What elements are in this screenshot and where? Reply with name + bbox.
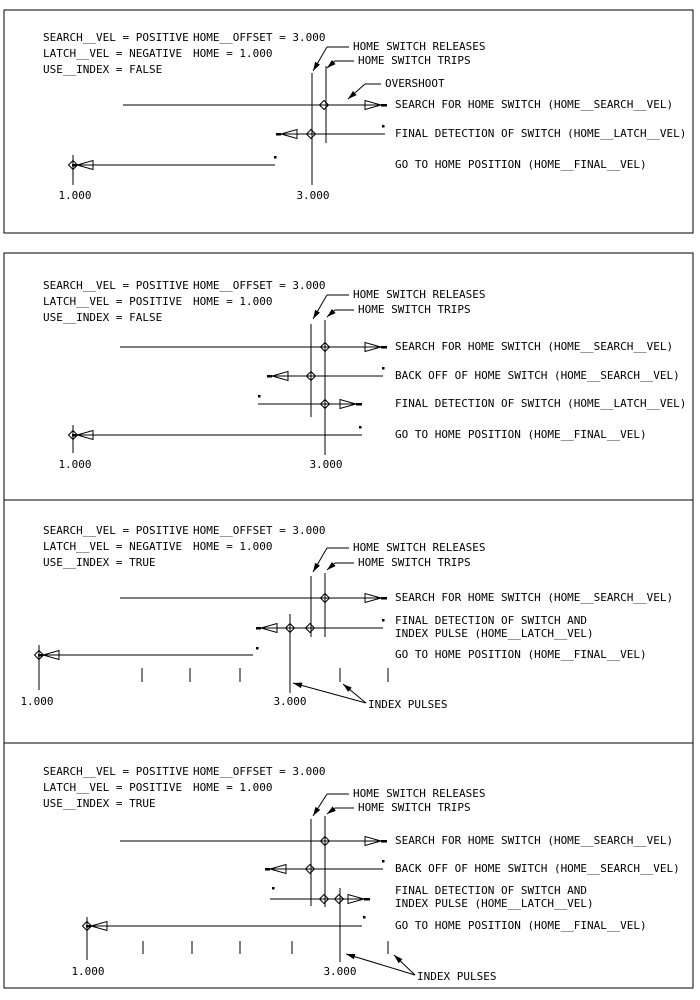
move-label: SEARCH FOR HOME SWITCH (HOME__SEARCH__VEL) xyxy=(395,591,674,604)
leader-arrowhead-icon xyxy=(327,806,336,814)
position-label: 1.000 xyxy=(58,189,92,202)
move-label: FINAL DETECTION OF SWITCH AND xyxy=(395,884,588,897)
leader-arrowhead-icon xyxy=(313,563,320,572)
param-text: USE__INDEX = FALSE xyxy=(43,63,163,76)
move-label: BACK OFF OF HOME SWITCH (HOME__SEARCH__VEL) xyxy=(395,862,680,875)
move-label: GO TO HOME POSITION (HOME__FINAL__VEL) xyxy=(395,648,647,661)
move-start-dot xyxy=(382,125,385,128)
param-text: LATCH__VEL = POSITIVE xyxy=(43,781,183,794)
move-start-dot xyxy=(272,887,275,890)
move-label: FINAL DETECTION OF SWITCH (HOME__LATCH__VEL) xyxy=(395,127,687,140)
position-label: 3.000 xyxy=(273,695,307,708)
move-start-dot xyxy=(258,395,261,398)
param-text: SEARCH__VEL = POSITIVE xyxy=(43,765,189,778)
position-label: 1.000 xyxy=(58,458,92,471)
move-start-dot xyxy=(274,156,277,159)
param-text: SEARCH__VEL = POSITIVE xyxy=(43,31,189,44)
callout-label: HOME SWITCH RELEASES xyxy=(353,40,486,53)
leader-arrowhead-icon xyxy=(313,310,320,319)
move-label: BACK OFF OF HOME SWITCH (HOME__SEARCH__VEL) xyxy=(395,369,680,382)
move-start-dot xyxy=(363,916,366,919)
param-text: HOME = 1.000 xyxy=(193,295,273,308)
move-label: SEARCH FOR HOME SWITCH (HOME__SEARCH__VEL) xyxy=(395,834,674,847)
leader-arrowhead-icon xyxy=(293,683,302,688)
position-label: 3.000 xyxy=(323,965,357,978)
callout-label: HOME SWITCH TRIPS xyxy=(358,556,471,569)
param-text: HOME = 1.000 xyxy=(193,47,273,60)
callout-label: HOME SWITCH RELEASES xyxy=(353,288,486,301)
param-text: HOME__OFFSET = 3.000 xyxy=(193,765,326,778)
param-text: HOME__OFFSET = 3.000 xyxy=(193,279,326,292)
move-start-dot xyxy=(359,426,362,429)
callout-label: HOME SWITCH TRIPS xyxy=(358,801,471,814)
param-text: LATCH__VEL = NEGATIVE xyxy=(43,47,183,60)
callout-label: OVERSHOOT xyxy=(385,77,445,90)
leader-arrowhead-icon xyxy=(313,807,320,816)
leader-arrowhead-icon xyxy=(346,954,355,959)
param-text: USE__INDEX = TRUE xyxy=(43,556,156,569)
param-text: LATCH__VEL = NEGATIVE xyxy=(43,540,183,553)
move-start-dot xyxy=(382,367,385,370)
callout-label: HOME SWITCH RELEASES xyxy=(353,541,486,554)
move-label: SEARCH FOR HOME SWITCH (HOME__SEARCH__VEL) xyxy=(395,340,674,353)
move-label: GO TO HOME POSITION (HOME__FINAL__VEL) xyxy=(395,428,647,441)
param-text: HOME = 1.000 xyxy=(193,781,273,794)
callout-label: HOME SWITCH TRIPS xyxy=(358,54,471,67)
callout-label: HOME SWITCH RELEASES xyxy=(353,787,486,800)
param-text: USE__INDEX = FALSE xyxy=(43,311,163,324)
param-text: USE__INDEX = TRUE xyxy=(43,797,156,810)
move-label: GO TO HOME POSITION (HOME__FINAL__VEL) xyxy=(395,158,647,171)
param-text: LATCH__VEL = POSITIVE xyxy=(43,295,183,308)
move-label: GO TO HOME POSITION (HOME__FINAL__VEL) xyxy=(395,919,647,932)
move-start-dot xyxy=(382,860,385,863)
move-label: INDEX PULSE (HOME__LATCH__VEL) xyxy=(395,627,594,640)
move-label: INDEX PULSE (HOME__LATCH__VEL) xyxy=(395,897,594,910)
move-label: FINAL DETECTION OF SWITCH (HOME__LATCH__VEL) xyxy=(395,397,687,410)
leader-arrowhead-icon xyxy=(313,62,320,71)
param-text: HOME__OFFSET = 3.000 xyxy=(193,31,326,44)
move-start-dot xyxy=(382,619,385,622)
param-text: HOME = 1.000 xyxy=(193,540,273,553)
position-label: 3.000 xyxy=(296,189,330,202)
move-label: FINAL DETECTION OF SWITCH AND xyxy=(395,614,588,627)
param-text: SEARCH__VEL = POSITIVE xyxy=(43,524,189,537)
position-label: 1.000 xyxy=(20,695,54,708)
param-text: HOME__OFFSET = 3.000 xyxy=(193,524,326,537)
position-label: 3.000 xyxy=(309,458,343,471)
position-label: 1.000 xyxy=(71,965,105,978)
index-pulses-label: INDEX PULSES xyxy=(368,698,448,711)
param-text: SEARCH__VEL = POSITIVE xyxy=(43,279,189,292)
index-pulses-label: INDEX PULSES xyxy=(417,970,497,983)
move-label: SEARCH FOR HOME SWITCH (HOME__SEARCH__VEL) xyxy=(395,98,674,111)
move-start-dot xyxy=(256,647,259,650)
callout-label: HOME SWITCH TRIPS xyxy=(358,303,471,316)
